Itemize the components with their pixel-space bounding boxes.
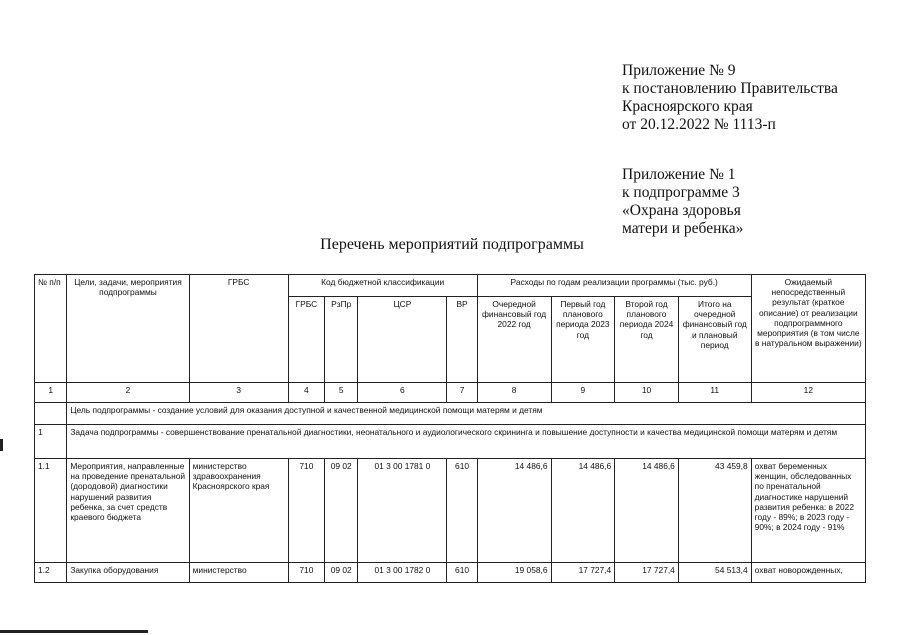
header-vr: ВР	[447, 297, 477, 383]
header-year-2023: Первый год планового периода 2023 год	[551, 297, 615, 383]
header-grbs: ГРБС	[189, 275, 288, 383]
row-name: Закупка оборудования	[67, 563, 189, 583]
header-expected-result: Ожидаемый непосредственный результат (краткое описание) от реализации подпрограммного мероприятия (в том числе в натуральном выражении)	[751, 275, 865, 383]
column-number-row	[35, 383, 866, 403]
row-name: Мероприятия, направленные на проведение пренатальной (дородовой) диагностики нарушений развития ребенка, за счет средств краевого бюджета	[67, 459, 189, 563]
header-code-grbs: ГРБС	[288, 297, 324, 383]
column-number: 9	[551, 383, 615, 403]
header-budget-code: Код бюджетной классификации	[288, 275, 477, 297]
row-result: охват беременных женщин, обследованных по пренатальной диагностике нарушений развития ребенка: в 2022 году - 89%; в 2023 году - 90%; в 2024 году - 91%	[751, 459, 865, 563]
table-header-row	[35, 275, 866, 297]
header-rzpr: РзПр	[325, 297, 358, 383]
goal-row	[35, 403, 866, 425]
annex-line: Красноярского края	[622, 98, 753, 115]
annex2-line: Приложение № 1	[622, 166, 736, 183]
document-title: Перечень мероприятий подпрограммы	[320, 236, 584, 253]
task-text: Задача подпрограммы - совершенствование пренатальной диагностики, неонатального и аудиологического скрининга и повышение доступности и качества медицинской помощи матерям и детям	[67, 425, 866, 459]
table-row	[35, 459, 866, 563]
row-num: 1.2	[35, 563, 67, 583]
column-number: 7	[447, 383, 477, 403]
row-total: 54 513,4	[678, 563, 751, 583]
goal-text: Цель подпрограммы - создание условий для оказания доступной и качественной медицинской помощи матерям и детям	[67, 403, 866, 425]
column-number: 2	[67, 383, 189, 403]
annex-line: Приложение № 9	[622, 62, 736, 79]
row-total: 43 459,8	[678, 459, 751, 563]
header-year-2024: Второй год планового периода 2024 год	[615, 297, 679, 383]
column-number: 4	[288, 383, 324, 403]
row-y2022: 14 486,6	[477, 459, 551, 563]
row-csr: 01 3 00 1782 0	[358, 563, 447, 583]
column-number: 6	[358, 383, 447, 403]
row-y2023: 17 727,4	[551, 563, 615, 583]
row-vr: 610	[447, 563, 477, 583]
annex2-line: матери и ребенка»	[622, 220, 744, 237]
row-code-grbs: 710	[288, 459, 324, 563]
annex-line: к постановлению Правительства	[622, 80, 838, 97]
column-number: 3	[189, 383, 288, 403]
left-edge-mark	[0, 439, 3, 451]
row-code-grbs: 710	[288, 563, 324, 583]
bottom-edge-line	[0, 630, 148, 633]
measures-table	[34, 274, 866, 583]
task-row	[35, 425, 866, 459]
header-year-2022: Очередной финансовый год 2022 год	[477, 297, 551, 383]
row-rzpr: 09 02	[325, 563, 358, 583]
annex-line: от 20.12.2022 № 1113-п	[622, 116, 776, 133]
header-num: № п/п	[35, 275, 67, 383]
row-num: 1.1	[35, 459, 67, 563]
header-expenses: Расходы по годам реализации программы (тыс. руб.)	[477, 275, 751, 297]
header-total: Итого на очередной финансовый год и плановый период	[678, 297, 751, 383]
annex2-line: к подпрограмме 3	[622, 184, 740, 201]
row-grbs: министерство здравоохранения Красноярского края	[189, 459, 288, 563]
column-number: 10	[615, 383, 679, 403]
annex2-line: «Охрана здоровья	[622, 202, 741, 219]
row-y2024: 17 727,4	[615, 563, 679, 583]
task-num: 1	[35, 425, 67, 459]
row-csr: 01 3 00 1781 0	[358, 459, 447, 563]
row-y2024: 14 486,6	[615, 459, 679, 563]
row-result: охват новорожденных,	[751, 563, 865, 583]
row-y2022: 19 058,6	[477, 563, 551, 583]
column-number: 11	[678, 383, 751, 403]
table-row	[35, 563, 866, 583]
annex-header	[622, 62, 892, 238]
column-number: 5	[325, 383, 358, 403]
header-goals: Цели, задачи, мероприятия подпрограммы	[67, 275, 189, 383]
row-grbs: министерство	[189, 563, 288, 583]
column-number: 1	[35, 383, 67, 403]
row-rzpr: 09 02	[325, 459, 358, 563]
column-number: 12	[751, 383, 865, 403]
header-csr: ЦСР	[358, 297, 447, 383]
row-y2023: 14 486,6	[551, 459, 615, 563]
row-vr: 610	[447, 459, 477, 563]
column-number: 8	[477, 383, 551, 403]
